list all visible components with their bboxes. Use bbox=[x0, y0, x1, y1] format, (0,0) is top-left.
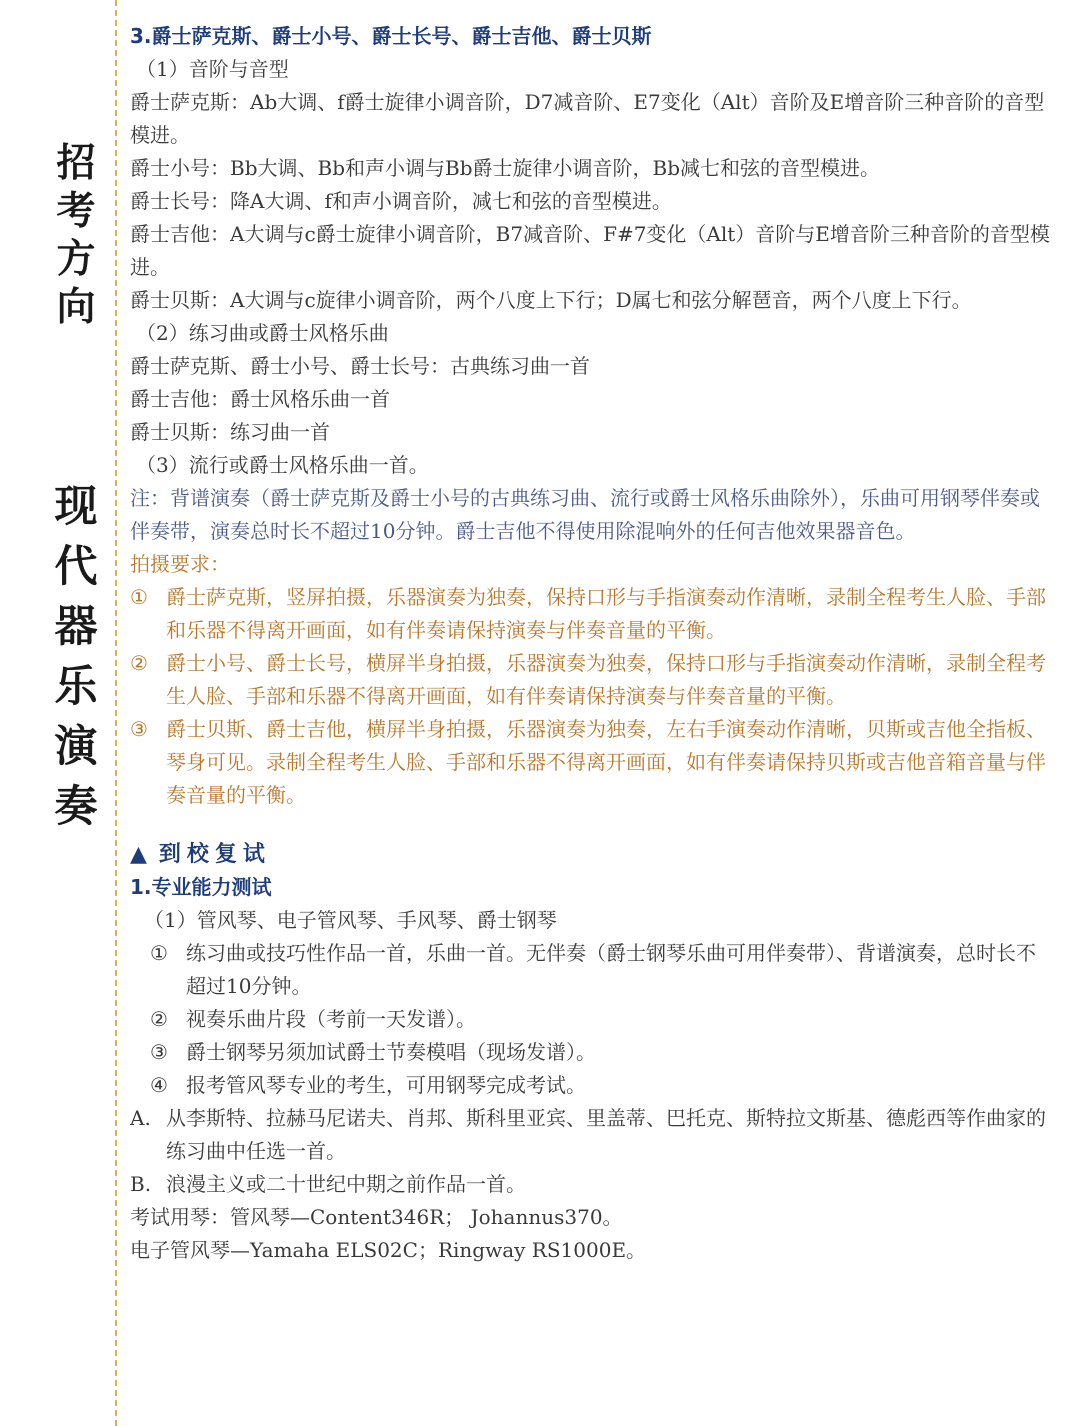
retest-item bbox=[130, 1003, 1050, 1036]
subheading-keyboard: （1）管风琴、电子管风琴、手风琴、爵士钢琴 bbox=[144, 908, 557, 932]
side-char: 现 bbox=[54, 482, 98, 532]
side-title-major bbox=[48, 477, 104, 837]
paragraph-etude-bass: 爵士贝斯：练习曲一首 bbox=[130, 420, 330, 444]
filming-title: 拍摄要求： bbox=[130, 552, 230, 576]
main-content bbox=[130, 20, 1050, 1267]
subheading-scales: （1）音阶与音型 bbox=[136, 57, 289, 81]
instrument-line: 考试用琴：管风琴—Content346R； Johannus370。 bbox=[130, 1205, 623, 1229]
filming-item bbox=[130, 581, 1050, 647]
side-char: 考 bbox=[56, 189, 96, 234]
retest-title-text: 到校复试 bbox=[158, 842, 271, 867]
paragraph-guitar-scales: 爵士吉他：A大调与c爵士旋律小调音阶，B7减音阶、F#7变化（Alt）音阶与E增音阶三种音阶的音型模进。 bbox=[130, 222, 1050, 279]
note-paragraph: 注：背谱演奏（爵士萨克斯及爵士小号的古典练习曲、流行或爵士风格乐曲除外），乐曲可用钢琴伴奏或伴奏带，演奏总时长不超过10分钟。爵士吉他不得使用除混响外的任何吉他效果器音色。 bbox=[130, 486, 1040, 543]
side-char: 奏 bbox=[54, 782, 98, 832]
item-text: 练习曲或技巧性作品一首，乐曲一首。无伴奏（爵士钢琴乐曲可用伴奏带）、背谱演奏，总时长不超过10分钟。 bbox=[186, 941, 1036, 998]
side-char: 器 bbox=[54, 602, 98, 652]
item-text: 爵士萨克斯，竖屏拍摄，乐器演奏为独奏，保持口形与手指演奏动作清晰，录制全程考生人脸、手部和乐器不得离开画面，如有伴奏请保持演奏与伴奏音量的平衡。 bbox=[166, 585, 1046, 642]
paragraph-etude-brass: 爵士萨克斯、爵士小号、爵士长号：古典练习曲一首 bbox=[130, 354, 590, 378]
item-letter: A. bbox=[130, 1106, 151, 1130]
item-text: 爵士贝斯、爵士吉他，横屏半身拍摄，乐器演奏为独奏，左右手演奏动作清晰，贝斯或吉他全指板、琴身可见。录制全程考生人脸、手部和乐器不得离开画面，如有伴奏请保持贝斯或吉他音箱音量与伴奏音量的平衡。 bbox=[166, 717, 1046, 807]
filming-item bbox=[130, 647, 1050, 713]
subheading-etude: （2）练习曲或爵士风格乐曲 bbox=[136, 321, 389, 345]
item-number: ③ bbox=[150, 1040, 168, 1064]
retest-item bbox=[130, 937, 1050, 1003]
item-number: ② bbox=[150, 1007, 168, 1031]
side-title-recruitment bbox=[48, 140, 104, 332]
section-heading: 3.爵士萨克斯、爵士小号、爵士长号、爵士吉他、爵士贝斯 bbox=[130, 24, 652, 48]
item-text: 浪漫主义或二十世纪中期之前作品一首。 bbox=[166, 1172, 526, 1196]
paragraph-sax-scales: 爵士萨克斯：Ab大调、f爵士旋律小调音阶，D7减音阶、E7变化（Alt）音阶及E增音阶三种音阶的音型模进。 bbox=[130, 90, 1045, 147]
side-char: 演 bbox=[54, 722, 98, 772]
side-char: 方 bbox=[56, 237, 96, 282]
paragraph-trombone-scales: 爵士长号：降A大调、f和声小调音阶，减七和弦的音型模进。 bbox=[130, 189, 672, 213]
dashed-divider bbox=[115, 0, 117, 1426]
item-number: ③ bbox=[130, 717, 148, 741]
item-text: 爵士钢琴另须加试爵士节奏模唱（现场发谱）。 bbox=[186, 1040, 596, 1064]
side-char: 向 bbox=[56, 285, 96, 330]
letter-item bbox=[130, 1168, 1050, 1201]
item-text: 从李斯特、拉赫马尼诺夫、肖邦、斯科里亚宾、里盖蒂、巴托克、斯特拉文斯基、德彪西等作曲家的练习曲中任选一首。 bbox=[166, 1106, 1046, 1163]
side-char: 乐 bbox=[54, 662, 98, 712]
triangle-icon: ▲ bbox=[130, 842, 147, 867]
item-text: 视奏乐曲片段（考前一天发谱）。 bbox=[186, 1007, 476, 1031]
item-number: ② bbox=[130, 651, 148, 675]
retest-item bbox=[130, 1036, 1050, 1069]
subheading-pop: （3）流行或爵士风格乐曲一首。 bbox=[136, 453, 429, 477]
paragraph-bass-scales: 爵士贝斯：A大调与c旋律小调音阶，两个八度上下行；D属七和弦分解琶音，两个八度上下行。 bbox=[130, 288, 972, 312]
item-number: ④ bbox=[150, 1073, 168, 1097]
item-text: 报考管风琴专业的考生，可用钢琴完成考试。 bbox=[186, 1073, 586, 1097]
letter-item bbox=[130, 1102, 1050, 1168]
paragraph-etude-guitar: 爵士吉他：爵士风格乐曲一首 bbox=[130, 387, 390, 411]
filming-item bbox=[130, 713, 1050, 812]
side-char: 招 bbox=[56, 141, 96, 186]
instrument-line: 电子管风琴—Yamaha ELS02C；Ringway RS1000E。 bbox=[130, 1238, 647, 1262]
item-letter: B. bbox=[130, 1172, 152, 1196]
retest-title bbox=[130, 838, 1050, 871]
item-number: ① bbox=[130, 585, 148, 609]
item-number: ① bbox=[150, 941, 168, 965]
item-text: 爵士小号、爵士长号，横屏半身拍摄，乐器演奏为独奏，保持口形与手指演奏动作清晰，录制全程考生人脸、手部和乐器不得离开画面，如有伴奏请保持演奏与伴奏音量的平衡。 bbox=[166, 651, 1046, 708]
side-char: 代 bbox=[54, 542, 98, 592]
retest-item bbox=[130, 1069, 1050, 1102]
paragraph-trumpet-scales: 爵士小号：Bb大调、Bb和声小调与Bb爵士旋律小调音阶，Bb减七和弦的音型模进。 bbox=[130, 156, 880, 180]
retest-heading: 1.专业能力测试 bbox=[130, 875, 272, 899]
